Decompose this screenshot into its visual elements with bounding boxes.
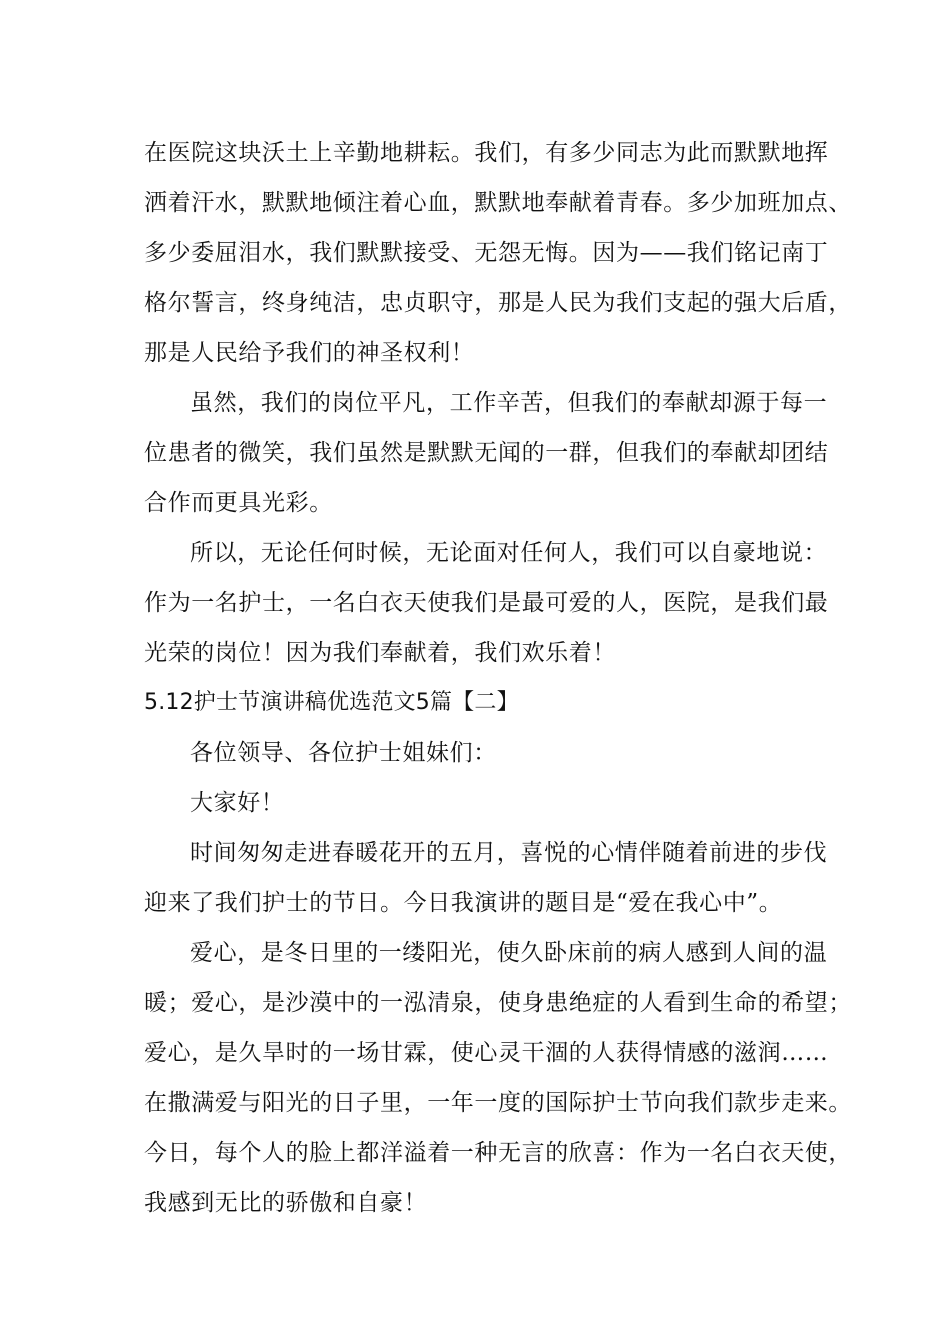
paragraph-line: 爱心，是久旱时的一场甘霖，使心灵干涸的人获得情感的滋润…… (144, 1040, 829, 1066)
salutation-line: 各位领导、各位护士姐妹们： (190, 740, 497, 766)
paragraph-line: 我感到无比的骄傲和自豪！ (144, 1190, 428, 1216)
paragraph-line: 爱心，是冬日里的一缕阳光，使久卧床前的病人感到人间的温 (190, 940, 828, 966)
paragraph-line: 光荣的岗位！因为我们奉献着，我们欢乐着！ (144, 640, 616, 666)
section-heading: 5.12护士节演讲稿优选范文5篇【二】 (144, 690, 519, 715)
paragraph-line: 在医院这块沃土上辛勤地耕耘。我们，有多少同志为此而默默地挥 (144, 140, 829, 166)
paragraph-line: 多少委屈泪水，我们默默接受、无怨无悔。因为——我们铭记南丁 (144, 240, 829, 266)
paragraph-line: 时间匆匆走进春暖花开的五月，喜悦的心情伴随着前进的步伐 (190, 840, 828, 866)
paragraph-line: 作为一名护士，一名白衣天使我们是最可爱的人，医院，是我们最 (144, 590, 829, 616)
paragraph-line: 格尔誓言，终身纯洁，忠贞职守，那是人民为我们支起的强大后盾， (144, 290, 852, 316)
paragraph-line: 暖；爱心，是沙漠中的一泓清泉，使身患绝症的人看到生命的希望； (144, 990, 852, 1016)
document-body (144, 128, 852, 1228)
paragraph-line: 在撒满爱与阳光的日子里，一年一度的国际护士节向我们款步走来。 (144, 1090, 852, 1116)
paragraph-line: 今日，每个人的脸上都洋溢着一种无言的欣喜：作为一名白衣天使， (144, 1140, 852, 1166)
paragraph-line: 所以，无论任何时候，无论面对任何人，我们可以自豪地说： (190, 540, 828, 566)
paragraph-line: 洒着汗水，默默地倾注着心血，默默地奉献着青春。多少加班加点、 (144, 190, 852, 216)
paragraph-line: 位患者的微笑，我们虽然是默默无闻的一群，但我们的奉献却团结 (144, 440, 829, 466)
paragraph-line: 迎来了我们护士的节日。今日我演讲的题目是“爱在我心中”。 (144, 890, 783, 916)
paragraph-line: 合作而更具光彩。 (144, 490, 333, 516)
paragraph-line: 虽然，我们的岗位平凡，工作辛苦，但我们的奉献却源于每一 (190, 390, 828, 416)
greeting-line: 大家好！ (190, 790, 285, 816)
paragraph-line: 那是人民给予我们的神圣权利！ (144, 340, 475, 366)
